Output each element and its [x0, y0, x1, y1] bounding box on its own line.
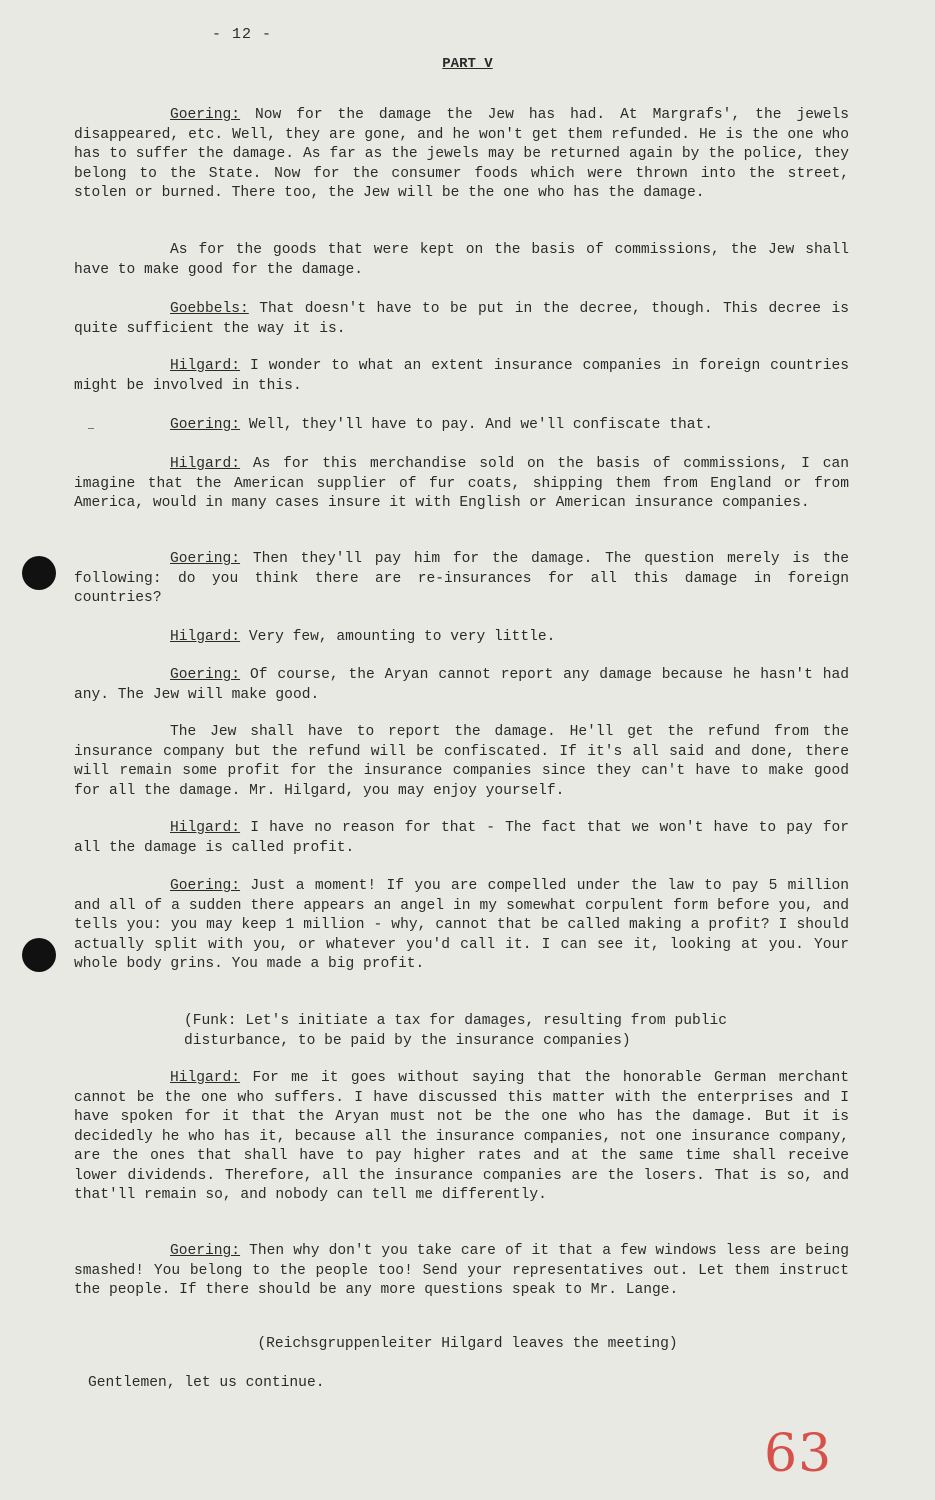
paragraph-9 [74, 666, 849, 705]
paragraph-text: For me it goes without saying that the honorable German merchant cannot be the one who suffers. I have discussed this matter with the enterprises and I have spoken for it that the Aryan must not be the one who has the damage. But it is decidedly he who has it, because all the insurance companies, not one insurance company, are the ones that shall have to pay higher rates and at the same time shall receive lower dividends. Therefore, all the insurance companies are the losers. That is so, and that'll remain so, and nobody can tell me differently. [74, 1070, 849, 1203]
paragraph-text: I wonder to what an extent insurance companies in foreign countries might be involved in this. [74, 358, 849, 394]
paragraph-text: I have no reason for that - The fact that we won't have to pay for all the damage is called profit. [74, 820, 849, 856]
speaker: Goering: [170, 878, 241, 894]
punch-hole-bottom [22, 938, 56, 972]
paragraph-text: Very few, amounting to very little. [248, 629, 556, 645]
paragraph-text: Of course, the Aryan cannot report any damage because he hasn't had any. The Jew will make good. [74, 667, 849, 703]
paragraph-4 [74, 357, 849, 396]
paragraph-2 [74, 241, 849, 280]
punch-hole-top [22, 556, 56, 590]
closing-line: Gentlemen, let us continue. [88, 1375, 325, 1391]
paragraph-13 [74, 1069, 849, 1206]
paragraph-11 [74, 819, 849, 858]
paragraph-text: Then they'll pay him for the damage. The question merely is the following: do you think there are re-insurances for all this damage in foreign countries? [74, 551, 849, 606]
paragraph-12 [74, 877, 849, 975]
paragraph-10 [74, 723, 849, 801]
speaker: Goering: [170, 107, 241, 123]
speaker: Goering: [170, 667, 241, 683]
paragraph-text: Then why don't you take care of it that a few windows less are being smashed! You belong to the people too! Send your representatives out. Let them instruct the people. If there should be any more questions speak to Mr. Lange. [74, 1243, 849, 1298]
paragraph-6 [74, 455, 849, 514]
paragraph-3 [74, 300, 849, 339]
paragraph-text: Just a moment! If you are compelled under the law to pay 5 million and all of a sudden there appears an angel in my somewhat corpulent form before you, and tells you: you may keep 1 million - why, cannot that be called making a profit? I should actually split with you, or whatever you'd call it. I can see it, looking at you. Your whole body grins. You made a big profit. [74, 878, 849, 972]
speaker: Hilgard: [170, 358, 241, 374]
speaker: Hilgard: [170, 629, 241, 645]
paragraph-5 [74, 416, 849, 436]
paragraph-1 [74, 106, 849, 204]
paragraph-text: The Jew shall have to report the damage. He'll get the refund from the insurance company but the refund will be confiscated. If it's all said and done, there will remain some profit for the insurance companies since they can't have to make good for all the damage. Mr. Hilgard, you may enjoy yourself. [74, 724, 849, 799]
speaker: Goering: [170, 1243, 241, 1259]
paragraph-14 [74, 1242, 849, 1301]
page-number: - 12 - [212, 26, 273, 43]
paragraph-text: As for the goods that were kept on the basis of commissions, the Jew shall have to make good for the damage. [74, 242, 849, 278]
paragraph-text: As for this merchandise sold on the basis of commissions, I can imagine that the American supplier of fur coats, shipping them from England or from America, would in many cases insure it with English or American insurance companies. [74, 456, 849, 511]
paragraph-text: That doesn't have to be put in the decree, though. This decree is quite sufficient the way it is. [74, 301, 849, 337]
paragraph-7 [74, 550, 849, 609]
note-text: Let's initiate a tax for damages, resulting from public disturbance, to be paid by the insurance companies) [184, 1013, 727, 1049]
speaker: Hilgard: [170, 456, 241, 472]
speaker: Goering: [170, 417, 241, 433]
speaker: (Funk: [184, 1013, 237, 1029]
speaker: Goebbels: [170, 301, 249, 317]
paragraph-8 [74, 628, 849, 648]
speaker: Hilgard: [170, 820, 241, 836]
paragraph-text: Well, they'll have to pay. And we'll confiscate that. [248, 417, 713, 433]
speaker: Hilgard: [170, 1070, 241, 1086]
part-title: PART V [442, 56, 493, 72]
stage-direction: (Reichsgruppenleiter Hilgard leaves the meeting) [257, 1336, 678, 1352]
paragraph-text: Now for the damage the Jew has had. At Margrafs', the jewels disappeared, etc. Well, they are gone, and he won't get them refunded. He is the one who has to suffer the damage. As far as the jewels may be returned again by the police, they belong to the State. Now for the consumer foods which were thrown into the street, stolen or burned. There too, the Jew will be the one who has the damage. [74, 107, 849, 201]
speaker: Goering: [170, 551, 241, 567]
page-stamp-number: 63 [764, 1424, 833, 1484]
interjection-note [184, 1012, 824, 1051]
